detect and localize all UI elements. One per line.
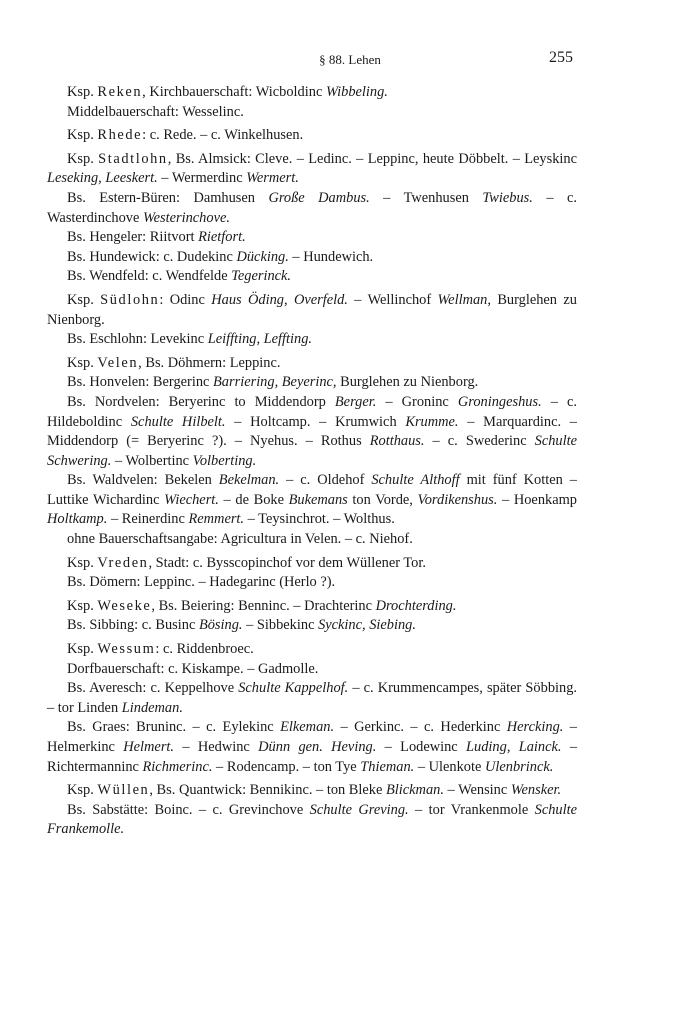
paragraph (47, 471, 577, 530)
text-run: , Bs. Döhmern: Leppinc. (138, 354, 281, 371)
text-run: Ksp. (67, 354, 98, 371)
italic-name: Vordikenshus. (417, 491, 498, 508)
text-run: – tor Vrankenmole (408, 801, 535, 818)
text-run: Ksp. (67, 84, 98, 100)
text-run: – Holtcamp. – Krumwich (225, 413, 406, 430)
italic-name: Elkeman. (280, 719, 335, 736)
text-run: Bs. Averesch: c. Keppelhove (67, 680, 239, 697)
page-header (0, 49, 700, 71)
text-run: Ksp. (67, 641, 98, 658)
text-run: – Wermerdinc (157, 170, 247, 187)
italic-name: Wibbeling. (325, 84, 388, 100)
text-run: – Wellinchof (347, 291, 438, 308)
text-run: Bs. Sabstätte: Boinc. – c. Grevinchove (67, 801, 310, 818)
paragraph (47, 354, 577, 374)
text-run: mit fünf Kotten – Luttike Wichardinc (47, 472, 578, 508)
italic-name: Syckinc, Siebing. (318, 617, 416, 634)
italic-name: Schulte Kappelhof. (238, 680, 349, 697)
text-run: – c. Hildeboldinc (47, 393, 577, 430)
italic-name: Krumme. (405, 413, 459, 430)
paragraph (47, 83, 577, 103)
italic-name: Wiechert. (164, 491, 219, 508)
text-run: – Richtermanninc (47, 739, 578, 775)
italic-name: Bukemans (288, 491, 348, 508)
italic-name: Schulte Schwering. (47, 433, 577, 469)
parish-name: Stadtlohn (98, 150, 168, 167)
italic-name: Volberting. (192, 452, 257, 469)
parish-name: Wüllen (97, 782, 150, 799)
paragraph (47, 291, 577, 330)
italic-name: Berger. (334, 393, 377, 410)
paragraph (47, 228, 577, 248)
text-run: Bs. Nordvelen: Beryerinc to Middendorp (67, 393, 335, 410)
text-run: ohne Bauerschaftsangabe: Agricultura in Velen. – c. Niehof. (67, 531, 413, 548)
text-run: , Bs. Quantwick: Bennikinc. – ton Bleke (149, 782, 386, 799)
text-run: Bs. Hengeler: Riitvort (67, 229, 199, 246)
parish-name: Weseke (97, 597, 152, 614)
italic-name: Blickman. (385, 782, 444, 799)
text-run: – Twenhusen (369, 189, 483, 206)
text-run: : Odinc (159, 291, 212, 308)
italic-name: Twiebus. (482, 189, 533, 206)
text-run: – Sibbekinc (242, 617, 319, 634)
text-run: Bs. Dömern: Leppinc. – Hadegarinc (Herlo ?). (67, 574, 336, 591)
text-run: Bs. Estern-Büren: Damhusen (67, 189, 269, 206)
text-run: , Bs. Almsick: Cleve. – Ledinc. – Leppinc, heute Döbbelt. – Leyskinc (167, 150, 577, 167)
italic-name: Remmert. (188, 511, 245, 528)
text-run: , Stadt: c. Bysscopinchof vor dem Wüllener Tor. (148, 554, 426, 571)
text-run: Bs. Honvelen: Bergerinc (67, 374, 214, 391)
italic-name: Schulte Althoff (371, 472, 460, 489)
text-run: Ksp. (67, 127, 98, 144)
italic-name: Drochterding. (375, 597, 457, 614)
text-run: Ksp. (67, 291, 101, 308)
paragraph (47, 267, 577, 287)
italic-name: Wellman, (437, 291, 491, 308)
text-run: – Rodencamp. – ton Tye (212, 758, 361, 775)
text-run: – Groninc (376, 393, 458, 410)
text-run: Bs. Graes: Bruninc. – c. Eylekinc (67, 719, 281, 736)
text-run: , Kirchbauerschaft: Wicboldinc (142, 84, 326, 100)
italic-name: Lindeman. (121, 699, 183, 716)
text-run: Bs. Sibbing: c. Businc (67, 617, 199, 634)
text-run: – Ulenkote (414, 758, 485, 775)
text-run: , Bs. Beiering: Benninc. – Drachterinc (151, 597, 376, 614)
paragraph (47, 189, 577, 228)
text-run: – Hedwinc (174, 739, 259, 755)
paragraph (47, 718, 577, 777)
italic-name: Rietfort. (198, 229, 246, 246)
text-run: – Hundewich. (288, 248, 374, 265)
parish-name: Velen (97, 354, 139, 371)
parish-name: Vreden (97, 554, 149, 571)
italic-name: Dünn gen. Heving. (258, 739, 377, 755)
paragraph (47, 248, 577, 268)
text-run: Ksp. (67, 782, 98, 799)
paragraph (47, 373, 577, 393)
italic-name: Schulte Hilbelt. (130, 413, 226, 430)
italic-name: Dücking. (236, 248, 289, 265)
italic-name: Schulte Greving. (309, 801, 409, 818)
text-run: : c. Riddenbroec. (155, 641, 254, 658)
italic-name: Leiffting, Leffting. (207, 331, 313, 348)
text-run: Ksp. (67, 597, 98, 614)
italic-name: Groningeshus. (457, 393, 542, 410)
text-run: Ksp. (67, 554, 98, 571)
italic-name: Wensker. (510, 782, 562, 799)
text-run: – c. Wasterdinchove (47, 189, 577, 226)
italic-name: Luding, Lainck. (466, 739, 562, 755)
text-run: – c. Krummencampes, später Söbbing. – tor Linden (47, 680, 577, 716)
text-run: – de Boke (218, 491, 289, 508)
text-run: Burglehen zu Nienborg. (47, 291, 577, 328)
text-run: Middelbauerschaft: Wesselinc. (67, 103, 244, 120)
italic-name: Bekelman. (218, 472, 280, 489)
paragraph (47, 393, 577, 471)
paragraph (47, 150, 577, 189)
page-number: 255 (549, 49, 573, 66)
italic-name: Tegerinck. (231, 268, 292, 285)
text-run: Dorfbauerschaft: c. Kiskampe. – Gadmolle. (67, 660, 319, 677)
paragraph (47, 554, 577, 574)
italic-name: Wermert. (246, 170, 299, 187)
paragraph (47, 640, 577, 660)
paragraph (47, 660, 577, 680)
parish-name: Rhede (97, 127, 143, 144)
paragraph (47, 330, 577, 350)
italic-name: Haus Öding, Overfeld. (211, 291, 348, 308)
text-run: – c. Swederinc (424, 433, 535, 450)
italic-name: Barriering, Beyerinc, (213, 374, 337, 391)
text-run: Ksp. (67, 150, 99, 167)
text-run: – Teysinchrot. – Wolthus. (244, 511, 395, 528)
text-run: – Marquardinc. – Middendorp (= Beryerinc ?). – Nyehus. – Rothus (47, 413, 577, 450)
text-run: – Helmerkinc (47, 719, 577, 755)
text-run: Bs. Wendfeld: c. Wendfelde (67, 268, 232, 285)
italic-name: Leseking, Leeskert. (47, 170, 158, 187)
paragraph (47, 530, 577, 550)
paragraph (47, 573, 577, 593)
paragraph (47, 616, 577, 636)
italic-name: Ulenbrinck. (484, 758, 554, 775)
text-run: – Wolbertinc (111, 452, 193, 469)
text-run: – Reinerdinc (107, 511, 189, 528)
text-run: – c. Oldehof (279, 472, 372, 489)
paragraph (47, 597, 577, 617)
italic-name: Große Dambus. (268, 189, 370, 206)
body-text (47, 83, 577, 840)
text-run: Bs. Eschlohn: Levekinc (67, 331, 208, 348)
text-run: – Hoenkamp (497, 491, 577, 508)
italic-name: Rotthaus. (369, 433, 425, 450)
parish-name: Wessum (97, 641, 156, 658)
paragraph (47, 801, 577, 840)
text-run: Burglehen zu Nienborg. (336, 374, 479, 391)
running-title: § 88. Lehen (319, 52, 381, 67)
italic-name: Hercking. (506, 719, 564, 736)
paragraph (47, 781, 577, 801)
paragraph (47, 103, 577, 123)
italic-name: Bösing. (198, 617, 243, 634)
text-run: ton Vorde, (347, 491, 418, 508)
italic-name: Helmert. (123, 739, 175, 755)
italic-name: Thieman. (360, 758, 415, 775)
parish-name: Südlohn (100, 291, 160, 308)
text-run: Bs. Waldvelen: Bekelen (67, 472, 219, 489)
text-run: – Lodewinc (376, 739, 467, 755)
text-run: – Wensinc (443, 782, 511, 799)
text-run: Bs. Hundewick: c. Dudekinc (67, 248, 237, 265)
paragraph (47, 679, 577, 718)
text-run: : c. Rede. – c. Winkelhusen. (142, 127, 304, 144)
parish-name: Reken (97, 84, 143, 100)
italic-name: Westerinchove. (142, 209, 230, 226)
paragraph (47, 126, 577, 146)
italic-name: Richmerinc. (142, 758, 213, 775)
italic-name: Schulte Frankemolle. (47, 801, 577, 838)
italic-name: Holtkamp. (47, 511, 108, 528)
text-run: – Gerkinc. – c. Hederkinc (334, 719, 507, 736)
